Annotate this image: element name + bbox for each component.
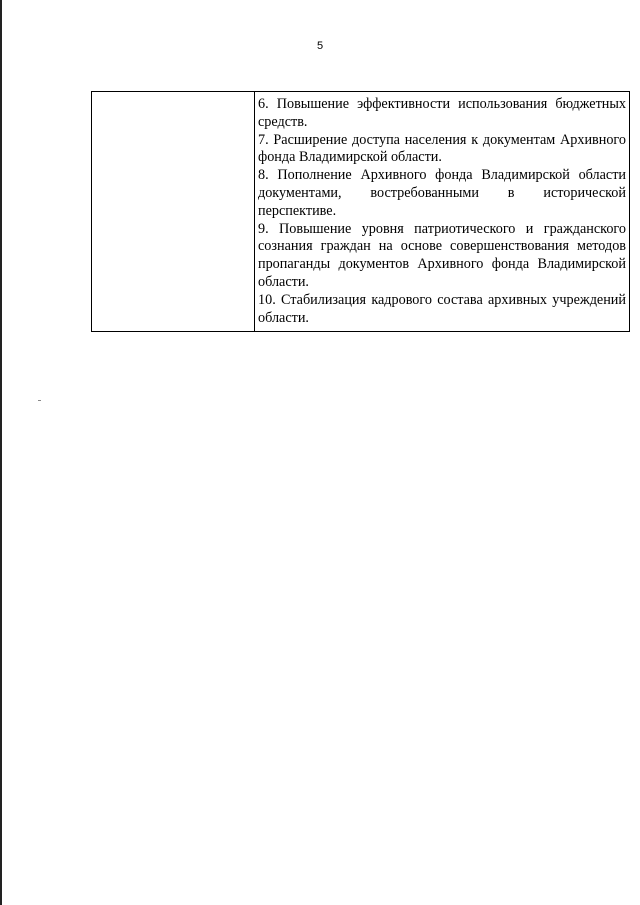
list-item: 8. Пополнение Архивного фонда Владимирской области документами, востребованными в исторической перспективе. — [258, 167, 626, 219]
list-item: 10. Стабилизация кадрового состава архивных учреждений области. — [258, 291, 626, 326]
goals-list — [255, 92, 629, 331]
list-item: 6. Повышение эффективности использования бюджетных средств. — [258, 96, 626, 130]
table-cell-right — [255, 92, 630, 332]
content-table — [91, 91, 630, 332]
scan-speck — [38, 400, 41, 401]
page-number: 5 — [316, 40, 324, 52]
table-cell-left — [92, 92, 255, 332]
table-row — [92, 92, 630, 332]
scan-left-edge — [0, 0, 2, 905]
list-item: 9. Повышение уровня патриотического и гражданского сознания граждан на основе совершенствования методов пропаганды документов Архивного фонда Владимирской области. — [258, 220, 626, 290]
list-item: 7. Расширение доступа населения к документам Архивного фонда Владимирской области. — [258, 131, 626, 166]
